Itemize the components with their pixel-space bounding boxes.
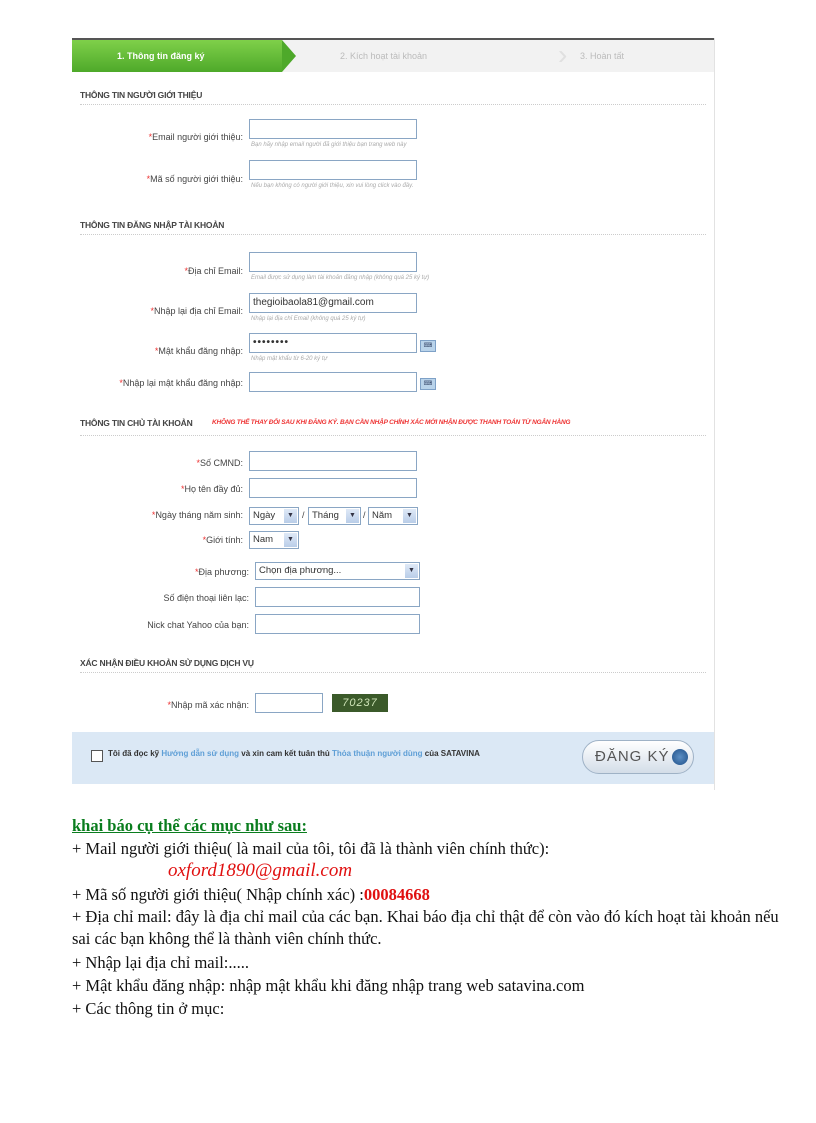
birthday-label: *Ngày tháng năm sinh:	[151, 510, 243, 520]
agree-text-2: và xin cam kết tuân thủ	[239, 749, 332, 758]
instruction-line-3: + Địa chỉ mail: đây là địa chỉ mail của các bạn. Khai báo địa chỉ thật để còn vào đó kích hoạt tài khoản nếu sai các bạn không thể là thành viên chính thức.	[72, 907, 779, 948]
chevron-down-icon: ▼	[403, 509, 416, 523]
captcha-input[interactable]	[255, 693, 323, 713]
birthday-month-select[interactable]: Tháng ▼	[308, 507, 361, 525]
agree-text-3: của SATAVINA	[422, 749, 480, 758]
ref-code-label: *Mã số người giới thiệu:	[146, 174, 243, 184]
section-terms: XÁC NHẬN ĐIỀU KHOẢN SỬ DỤNG DỊCH VỤ	[80, 658, 254, 668]
date-separator: /	[302, 510, 305, 520]
chevron-right-icon: ›	[558, 39, 568, 70]
password-label: *Mật khẩu đăng nhập:	[154, 346, 243, 356]
divider	[80, 435, 706, 436]
divider	[80, 672, 706, 673]
divider	[80, 234, 706, 235]
guide-link[interactable]: Hướng dẫn sử dụng	[161, 749, 240, 758]
password-input[interactable]: ••••••••	[249, 333, 417, 353]
progress-steps	[72, 38, 714, 72]
step-2: 2. Kích hoạt tài khoản	[340, 51, 428, 61]
password-confirm-label: *Nhập lại mật khẩu đăng nhập:	[119, 378, 243, 388]
instruction-line-2	[72, 884, 792, 906]
birthday-day-select[interactable]: Ngày ▼	[249, 507, 299, 525]
email-confirm-input[interactable]: thegioibaola81@gmail.com	[249, 293, 417, 313]
ref-code-hint: Nếu bạn không có người giới thiệu, xin vui lòng click vào đây.	[251, 183, 414, 189]
email-hint: Email được sử dụng làm tài khoản đăng nhập (không quá 25 ký tự)	[251, 275, 430, 281]
register-label: ĐĂNG KÝ	[595, 748, 670, 765]
region-select[interactable]: Chọn địa phương... ▼	[255, 562, 420, 580]
agree-checkbox[interactable]	[91, 750, 103, 762]
arrow-circle-icon	[672, 749, 688, 765]
instructions-heading: khai báo cụ thể các mục như sau:	[72, 816, 307, 835]
captcha-label: *Nhập mã xác nhận:	[167, 700, 249, 710]
register-button[interactable]	[582, 740, 694, 774]
gender-label: *Giới tính:	[202, 535, 243, 545]
yahoo-label: Nick chat Yahoo của bạn:	[147, 620, 249, 630]
chevron-down-icon: ▼	[405, 564, 418, 578]
step-1: 1. Thông tin đăng ký	[72, 40, 282, 72]
sample-code: 00084668	[363, 885, 430, 904]
id-number-label: *Số CMND:	[196, 458, 243, 468]
password-confirm-input[interactable]	[249, 372, 417, 392]
ref-email-label: *Email người giới thiệu:	[148, 132, 243, 142]
email-confirm-label: *Nhập lại địa chỉ Email:	[150, 306, 243, 316]
section-login: THÔNG TIN ĐĂNG NHẬP TÀI KHOẢN	[80, 220, 225, 230]
instruction-line-1: + Mail người giới thiệu( là mail của tôi, tôi đã là thành viên chính thức):	[72, 839, 550, 858]
sample-email: oxford1890@gmail.com	[168, 860, 353, 881]
password-hint: Nhập mật khẩu từ 6-20 ký tự	[251, 356, 328, 362]
region-label: *Địa phương:	[195, 567, 249, 577]
agree-text	[108, 749, 480, 758]
section-referrer: THÔNG TIN NGƯỜI GIỚI THIỆU	[80, 90, 203, 100]
instruction-line-5: + Mật khẩu đăng nhập: nhập mật khẩu khi đăng nhập trang web satavina.com	[72, 976, 585, 995]
email-confirm-hint: Nhập lại địa chỉ Email (không quá 25 ký tự)	[251, 316, 366, 322]
email-label: *Địa chỉ Email:	[184, 266, 243, 276]
birthday-year-select[interactable]: Năm ▼	[368, 507, 418, 525]
divider	[80, 104, 706, 105]
phone-input[interactable]	[255, 587, 420, 607]
email-input[interactable]	[249, 252, 417, 272]
agree-text-1: Tôi đã đọc kỹ	[108, 749, 162, 758]
ref-email-hint: Bạn hãy nhập email người đã giới thiệu bạn trang web này	[251, 142, 407, 148]
instruction-line-2-text: + Mã số người giới thiệu( Nhập chính xác) :	[72, 885, 364, 904]
form-footer	[72, 732, 714, 784]
ref-code-input[interactable]	[249, 160, 417, 180]
full-name-input[interactable]	[249, 478, 417, 498]
instruction-line-4: + Nhập lại địa chỉ mail:.....	[72, 953, 250, 972]
keyboard-icon[interactable]: ⌨	[420, 378, 436, 390]
owner-warning: KHÔNG THỂ THAY ĐỔI SAU KHI ĐĂNG KÝ. BẠN CẦN NHẬP CHÍNH XÁC MỚI NHẬN ĐƯỢC THANH TOÁN TỪ NGÂN HÀNG	[212, 419, 571, 426]
date-separator: /	[363, 510, 366, 520]
id-number-input[interactable]	[249, 451, 417, 471]
captcha-image: 70237	[332, 694, 388, 712]
chevron-down-icon: ▼	[346, 509, 359, 523]
phone-label: Số điện thoại liên lạc:	[163, 593, 249, 603]
chevron-down-icon: ▼	[284, 533, 297, 547]
keyboard-icon[interactable]: ⌨	[420, 340, 436, 352]
instruction-line-6: + Các thông tin ở mục:	[72, 999, 225, 1018]
registration-screenshot	[72, 38, 715, 790]
step-3: 3. Hoàn tất	[580, 51, 625, 61]
gender-select[interactable]: Nam ▼	[249, 531, 299, 549]
section-owner: THÔNG TIN CHỦ TÀI KHOẢN	[80, 418, 193, 428]
chevron-down-icon: ▼	[284, 509, 297, 523]
full-name-label: *Họ tên đầy đủ:	[180, 484, 243, 494]
ref-email-input[interactable]	[249, 119, 417, 139]
yahoo-input[interactable]	[255, 614, 420, 634]
terms-link[interactable]: Thỏa thuận người dùng	[331, 749, 423, 758]
